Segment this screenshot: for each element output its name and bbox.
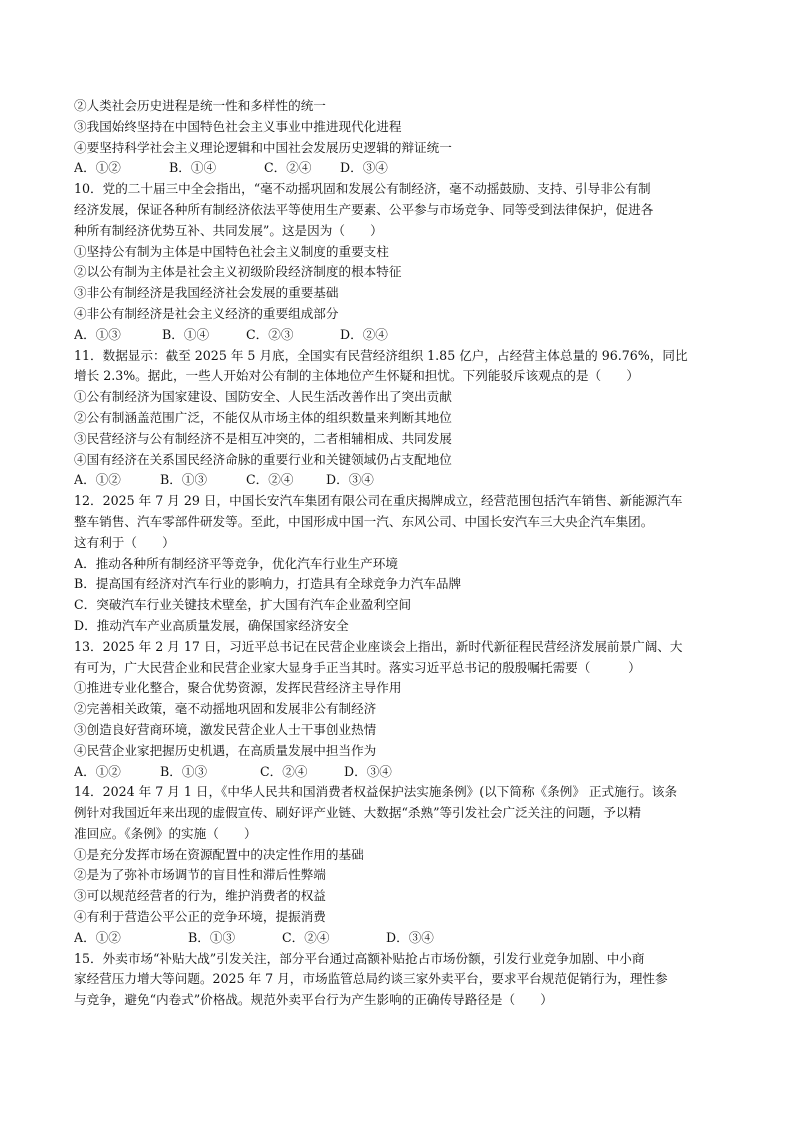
option-b: B．①④ (169, 160, 217, 176)
question-stem: 家经营压力增大等问题。2025 年 7 月，市场监管总局约谈三家外卖平台，要求平台规范促销行为，理性参 (74, 971, 668, 987)
option-b: B．①③ (160, 763, 208, 779)
option-c: C．②④ (264, 160, 312, 176)
option-d: D．③④ (326, 472, 374, 488)
option-d: D．③④ (344, 763, 392, 779)
question-stem: 经济发展，保证各种所有制经济依法平等使用生产要素、公平参与市场竞争、同等受到法律保护，促进各 (74, 201, 654, 217)
question-13 (74, 637, 724, 783)
statement: ①坚持公有制为主体是中国特色社会主义制度的重要支柱 (74, 243, 389, 259)
option-a: A．①② (74, 472, 121, 488)
option-a: A．推动各种所有制经济平等竞争，优化汽车行业生产环境 (74, 555, 398, 571)
option-d: D．推动汽车产业高质量发展，确保国家经济安全 (74, 617, 349, 633)
statement: ③创造良好营商环境，激发民营企业人士干事创业热情 (74, 721, 377, 737)
option-a: A．①② (74, 763, 121, 779)
question-stem: 11．数据显示：截至 2025 年 5 月底，全国实有民营经济组织 1.85 亿户，占经营主体总量的 96.76%，同比 (74, 347, 688, 363)
statement: ①推进专业化整合，聚合优势资源，发挥民营经济主导作用 (74, 680, 402, 696)
question-stem: 有可为，广大民营企业和民营企业家大显身手正当其时。落实习近平总书记的殷殷嘱托需要（ ） (74, 659, 641, 675)
option-c: C．突破汽车行业关键技术壁垒，扩大国有汽车企业盈利空间 (74, 597, 412, 613)
option-d: D．③④ (340, 160, 388, 176)
question-stem: 种所有制经济优势互补、共同发展”。这是因为（ ） (74, 222, 383, 238)
answer-options (74, 325, 724, 346)
option-b: B．提高国有经济对汽车行业的影响力，打造具有全球竞争力汽车品牌 (74, 576, 462, 592)
option-c: C．②④ (246, 472, 294, 488)
answer-options (74, 470, 724, 491)
question-stem: 例针对我国近年来出现的虚假宣传、刷好评产业链、大数据“杀熟”等引发社会广泛关注的问题，予以精 (74, 805, 642, 821)
option-c: C．②③ (246, 326, 294, 342)
statement: ③非公有制经济是我国经济社会发展的重要基础 (74, 285, 339, 301)
statement: ④非公有制经济是社会主义经济的重要组成部分 (74, 305, 339, 321)
statement: ②人类社会历史进程是统一性和多样性的统一 (74, 98, 326, 113)
statement: ②是为了弥补市场调节的盲目性和滞后性弊端 (74, 867, 326, 883)
question-stem: 整车销售、汽车零部件研发等。至此，中国形成中国一汽、东风公司、中国长安汽车三大央企汽车集团。 (74, 513, 654, 529)
option-d: D．③④ (386, 929, 434, 945)
question-stem: 13．2025 年 2 月 17 日，习近平总书记在民营企业座谈会上指出，新时代新征程民营经济发展前景广阔、大 (74, 638, 683, 654)
option-a: A．①③ (74, 326, 121, 342)
option-c: C．②④ (260, 763, 308, 779)
question-15 (74, 949, 724, 1011)
option-a: A．①② (74, 929, 121, 945)
question-list (74, 96, 724, 1011)
statement: ③可以规范经营者的行为，维护消费者的权益 (74, 888, 326, 904)
statement: ①公有制经济为国家建设、国防安全、人民生活改善作出了突出贡献 (74, 389, 452, 405)
answer-options (74, 158, 724, 179)
answer-options (74, 928, 724, 949)
statement: ④民营企业家把握历史机遇，在高质量发展中担当作为 (74, 742, 377, 758)
statement: ④要坚持科学社会主义理论逻辑和中国社会发展历史逻辑的辩证统一 (74, 139, 452, 155)
statement: ②公有制涵盖范围广泛，不能仅从市场主体的组织数量来判断其地位 (74, 409, 452, 425)
statement: ④有利于营造公平公正的竞争环境，提振消费 (74, 909, 326, 925)
question-14 (74, 782, 724, 948)
question-11 (74, 346, 724, 492)
statement: ②以公有制为主体是社会主义初级阶段经济制度的根本特征 (74, 264, 402, 280)
question-stem: 这有利于（ ） (74, 534, 175, 550)
option-b: B．①③ (160, 472, 208, 488)
statement: ①是充分发挥市场在资源配置中的决定性作用的基础 (74, 846, 364, 862)
question-stem: 10．党的二十届三中全会指出，“毫不动摇巩固和发展公有制经济，毫不动摇鼓励、支持、引导非公有制 (74, 181, 651, 197)
question-stem: 12．2025 年 7 月 29 日，中国长安汽车集团有限公司在重庆揭牌成立，经营范围包括汽车销售、新能源汽车 (74, 493, 683, 509)
question-stem: 15．外卖市场“补贴大战”引发关注，部分平台通过高额补贴抢占市场份额，引发行业竞争加剧、中小商 (74, 950, 645, 966)
question-stem: 增长 2.3%。据此，一些人开始对公有制的主体地位产生怀疑和担忧。下列能驳斥该观点的是（ ） (74, 368, 639, 384)
question-stem: 准回应。《条例》的实施（ ） (74, 825, 257, 841)
statement: ④国有经济在关系国民经济命脉的重要行业和关键领域仍占支配地位 (74, 451, 452, 467)
statement: ②完善相关政策，毫不动摇地巩固和发展非公有制经济 (74, 701, 377, 717)
question-stem: 14．2024 年 7 月 1 日，《中华人民共和国消费者权益保护法实施条例》(以下简称《条例》 正式施行。该条 (74, 784, 678, 800)
option-d: D．②④ (340, 326, 388, 342)
option-b: B．①④ (162, 326, 210, 342)
option-b: B．①③ (188, 929, 236, 945)
statement: ③我国始终坚持在中国特色社会主义事业中推进现代化进程 (74, 118, 402, 134)
statement: ③民营经济与公有制经济不是相互冲突的，二者相辅相成、共同发展 (74, 430, 452, 446)
option-a: A．①② (74, 160, 121, 176)
option-c: C．②④ (282, 929, 330, 945)
question-12 (74, 491, 724, 637)
question-stem: 与竞争，避免“内卷式”价格战。规范外卖平台行为产生影响的正确传导路径是（ ） (74, 992, 553, 1008)
answer-options (74, 762, 724, 783)
question-9-continuation (74, 96, 724, 179)
question-10 (74, 179, 724, 345)
